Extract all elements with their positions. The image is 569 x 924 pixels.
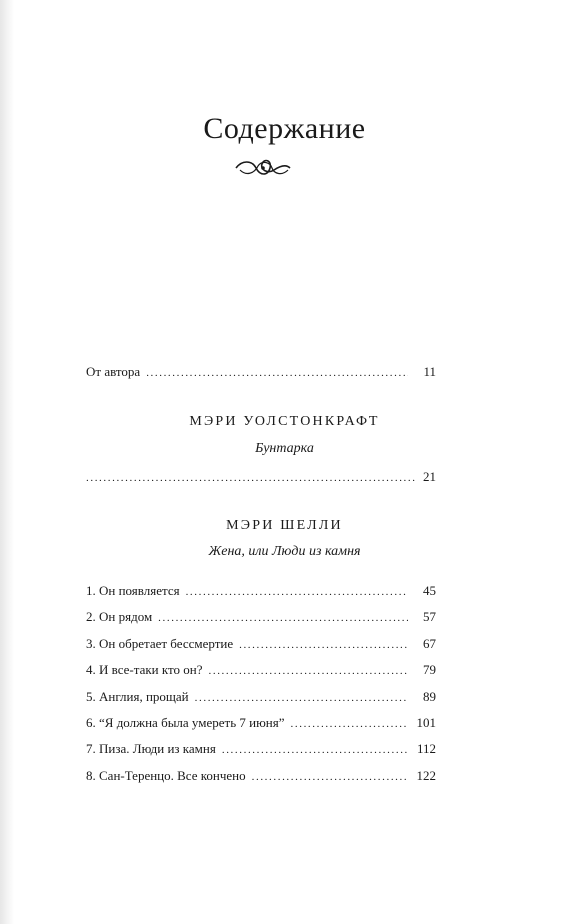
dot-leader	[252, 771, 408, 783]
chapter-label: 5. Англия, прощай	[86, 688, 189, 704]
chapter-label: 7. Пиза. Люди из камня	[86, 741, 216, 757]
chapter-page: 57	[423, 609, 436, 625]
toc-chapter-entry[interactable]	[86, 715, 436, 733]
dot-leader	[86, 472, 417, 484]
chapter-label: 6. “Я должна была умереть 7 июня”	[86, 715, 285, 730]
dot-leader	[239, 639, 408, 651]
part-title-wollstonecraft: МЭРИ УОЛСТОНКРАФТ	[189, 414, 380, 429]
chapter-page: 112	[416, 741, 436, 757]
toc-entry-page: 21	[423, 469, 436, 484]
toc-chapter-entry[interactable]	[86, 609, 436, 627]
chapter-label: 2. Он рядом	[86, 609, 153, 625]
toc-chapter-entry[interactable]	[86, 583, 436, 601]
dot-leader	[146, 367, 408, 379]
chapter-label: 1. Он появляется	[86, 583, 180, 598]
dot-leader	[291, 718, 408, 730]
toc-chapter-entry[interactable]	[86, 768, 436, 786]
dot-leader	[209, 665, 409, 677]
flourish-ornament-icon	[234, 156, 292, 180]
toc-entry-part1[interactable]	[86, 469, 436, 487]
dot-leader	[195, 692, 408, 704]
dot-leader	[186, 586, 408, 598]
part-subtitle-shelley: Жена, или Люди из камня	[208, 544, 361, 559]
chapter-page: 67	[423, 635, 436, 651]
toc-entry-label: От автора	[86, 364, 141, 379]
toc-entry-intro[interactable]	[86, 364, 436, 382]
chapter-page: 101	[416, 715, 436, 730]
chapter-label: 8. Сан-Теренцо. Все кончено	[86, 767, 246, 783]
toc-chapter-entry[interactable]	[86, 662, 436, 680]
chapter-label: 4. И все-таки кто он?	[86, 662, 203, 678]
chapter-page: 89	[423, 688, 436, 704]
chapter-label: 3. Он обретает бессмертие	[86, 635, 234, 651]
dot-leader	[158, 612, 408, 624]
toc-chapter-entry[interactable]	[86, 689, 436, 707]
toc-chapter-entry[interactable]	[86, 741, 436, 759]
chapter-page: 79	[423, 662, 436, 678]
chapter-page: 45	[423, 583, 436, 598]
toc-chapter-entry[interactable]	[86, 636, 436, 654]
part-subtitle-wollstonecraft: Бунтарка	[255, 441, 314, 456]
page-title: Содержание	[203, 112, 366, 145]
part-title-shelley: МЭРИ ШЕЛЛИ	[226, 518, 343, 533]
chapter-page: 122	[416, 767, 436, 783]
dot-leader	[222, 744, 408, 756]
toc-entry-page: 11	[423, 364, 436, 379]
